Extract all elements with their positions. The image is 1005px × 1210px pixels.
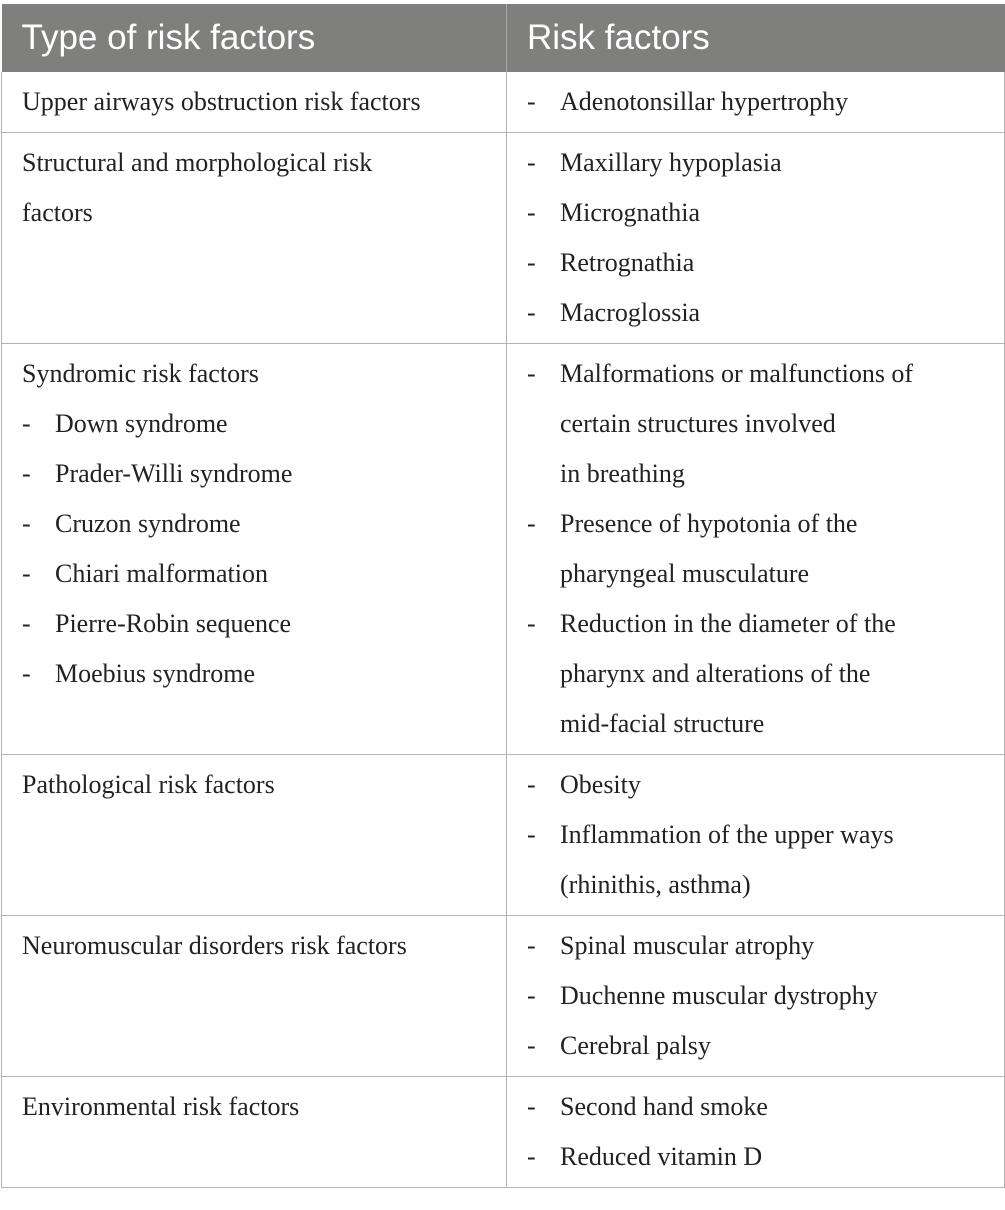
risk-factor-line: Inflammation of the upper ways bbox=[560, 820, 894, 849]
bullet-dash: - bbox=[22, 659, 31, 688]
list-item bbox=[527, 1082, 1004, 1132]
table-row bbox=[2, 133, 1005, 344]
syndrome-name: Chiari malformation bbox=[55, 559, 269, 588]
list-item bbox=[22, 449, 506, 499]
risk-factor-line: Spinal muscular atrophy bbox=[560, 931, 815, 960]
risk-factors-cell bbox=[507, 133, 1005, 344]
risk-factor-line: in breathing bbox=[560, 459, 685, 488]
bullet-dash: - bbox=[527, 148, 536, 177]
table-row bbox=[2, 1077, 1005, 1188]
risk-type-label: factors bbox=[22, 198, 93, 227]
risk-factor-text bbox=[560, 1082, 1004, 1132]
risk-factor-line: Presence of hypotonia of the bbox=[560, 509, 858, 538]
list-item bbox=[22, 499, 506, 549]
bullet-dash: - bbox=[22, 509, 31, 538]
risk-type-cell bbox=[2, 72, 507, 133]
risk-factor-line: Cerebral palsy bbox=[560, 1031, 711, 1060]
risk-factor-text bbox=[560, 238, 1004, 288]
risk-factor-line: Reduction in the diameter of the bbox=[560, 609, 896, 638]
risk-factors-cell bbox=[507, 1077, 1005, 1188]
list-item bbox=[22, 599, 506, 649]
bullet-dash: - bbox=[527, 1092, 536, 1121]
risk-factors-table bbox=[1, 4, 1005, 1188]
risk-factor-text bbox=[560, 499, 1004, 599]
list-item bbox=[527, 971, 1004, 1021]
risk-factor-text bbox=[560, 77, 1004, 127]
risk-type-cell bbox=[2, 133, 507, 344]
list-item bbox=[527, 1021, 1004, 1071]
bullet-dash: - bbox=[527, 298, 536, 327]
risk-factor-line: Obesity bbox=[560, 770, 641, 799]
list-item bbox=[527, 760, 1004, 810]
risk-factor-text bbox=[560, 1132, 1004, 1182]
syndrome-name: Prader-Willi syndrome bbox=[55, 459, 293, 488]
risk-factor-line: Reduced vitamin D bbox=[560, 1142, 763, 1171]
bullet-dash: - bbox=[527, 981, 536, 1010]
risk-type-cell bbox=[2, 755, 507, 916]
risk-factor-line: pharynx and alterations of the bbox=[560, 659, 871, 688]
risk-factor-line: Retrognathia bbox=[560, 248, 695, 277]
risk-type-label: Environmental risk factors bbox=[22, 1092, 300, 1121]
risk-type-label: Pathological risk factors bbox=[22, 770, 275, 799]
bullet-dash: - bbox=[527, 931, 536, 960]
risk-factors-cell bbox=[507, 72, 1005, 133]
risk-factor-text bbox=[560, 971, 1004, 1021]
list-item bbox=[527, 499, 1004, 599]
bullet-dash: - bbox=[22, 459, 31, 488]
risk-factor-text bbox=[560, 1021, 1004, 1071]
risk-type-label: Upper airways obstruction risk factors bbox=[22, 87, 421, 116]
column-header-risk-factors: Risk factors bbox=[507, 4, 1005, 72]
risk-factor-line: Adenotonsillar hypertrophy bbox=[560, 87, 849, 116]
bullet-dash: - bbox=[527, 87, 536, 116]
bullet-dash: - bbox=[527, 1031, 536, 1060]
risk-factor-line: Second hand smoke bbox=[560, 1092, 768, 1121]
risk-factor-line: mid-facial structure bbox=[560, 709, 765, 738]
risk-factor-text bbox=[560, 288, 1004, 338]
risk-factor-text bbox=[560, 921, 1004, 971]
risk-factor-text bbox=[560, 760, 1004, 810]
table-row bbox=[2, 755, 1005, 916]
table-row bbox=[2, 72, 1005, 133]
header-row bbox=[2, 4, 1005, 72]
risk-factor-line: pharyngeal musculature bbox=[560, 559, 810, 588]
list-item bbox=[527, 188, 1004, 238]
table-header bbox=[2, 4, 1005, 72]
bullet-dash: - bbox=[527, 1142, 536, 1171]
list-item bbox=[527, 349, 1004, 499]
risk-factor-text bbox=[560, 599, 1004, 749]
risk-factor-line: Duchenne muscular dystrophy bbox=[560, 981, 878, 1010]
list-item bbox=[22, 549, 506, 599]
risk-factors-cell bbox=[507, 755, 1005, 916]
risk-factor-text bbox=[560, 188, 1004, 238]
bullet-dash: - bbox=[527, 509, 536, 538]
risk-type-cell bbox=[2, 916, 507, 1077]
syndrome-name: Pierre-Robin sequence bbox=[55, 609, 292, 638]
list-item bbox=[527, 921, 1004, 971]
bullet-dash: - bbox=[22, 409, 31, 438]
risk-factor-line: certain structures involved bbox=[560, 409, 836, 438]
list-item bbox=[527, 138, 1004, 188]
bullet-dash: - bbox=[527, 359, 536, 388]
risk-factor-line: Maxillary hypoplasia bbox=[560, 148, 782, 177]
risk-type-label: Syndromic risk factors bbox=[22, 359, 259, 388]
risk-factor-text bbox=[560, 138, 1004, 188]
risk-factor-line: Macroglossia bbox=[560, 298, 701, 327]
risk-factor-text bbox=[560, 810, 1004, 910]
list-item bbox=[22, 399, 506, 449]
risk-factor-text bbox=[560, 349, 1004, 499]
bullet-dash: - bbox=[22, 559, 31, 588]
table-row bbox=[2, 916, 1005, 1077]
list-item bbox=[527, 599, 1004, 749]
bullet-dash: - bbox=[527, 770, 536, 799]
list-item bbox=[22, 649, 506, 699]
risk-factor-line: (rhinithis, asthma) bbox=[560, 870, 751, 899]
risk-factors-cell bbox=[507, 916, 1005, 1077]
list-item bbox=[527, 288, 1004, 338]
list-item bbox=[527, 77, 1004, 127]
table-row bbox=[2, 344, 1005, 755]
bullet-dash: - bbox=[527, 198, 536, 227]
syndrome-name: Cruzon syndrome bbox=[55, 509, 241, 538]
bullet-dash: - bbox=[527, 609, 536, 638]
syndrome-name: Down syndrome bbox=[55, 409, 228, 438]
risk-type-cell bbox=[2, 344, 507, 755]
bullet-dash: - bbox=[527, 820, 536, 849]
risk-type-label: Neuromuscular disorders risk factors bbox=[22, 931, 407, 960]
risk-type-label: Structural and morphological risk bbox=[22, 148, 373, 177]
bullet-dash: - bbox=[527, 248, 536, 277]
bullet-dash: - bbox=[22, 609, 31, 638]
syndrome-name: Moebius syndrome bbox=[55, 659, 256, 688]
risk-factor-line: Malformations or malfunctions of bbox=[560, 359, 914, 388]
risk-factors-cell bbox=[507, 344, 1005, 755]
list-item bbox=[527, 1132, 1004, 1182]
column-header-type: Type of risk factors bbox=[2, 4, 507, 72]
table-body bbox=[2, 72, 1005, 1188]
list-item bbox=[527, 238, 1004, 288]
risk-type-cell bbox=[2, 1077, 507, 1188]
list-item bbox=[527, 810, 1004, 910]
risk-factor-line: Micrognathia bbox=[560, 198, 701, 227]
